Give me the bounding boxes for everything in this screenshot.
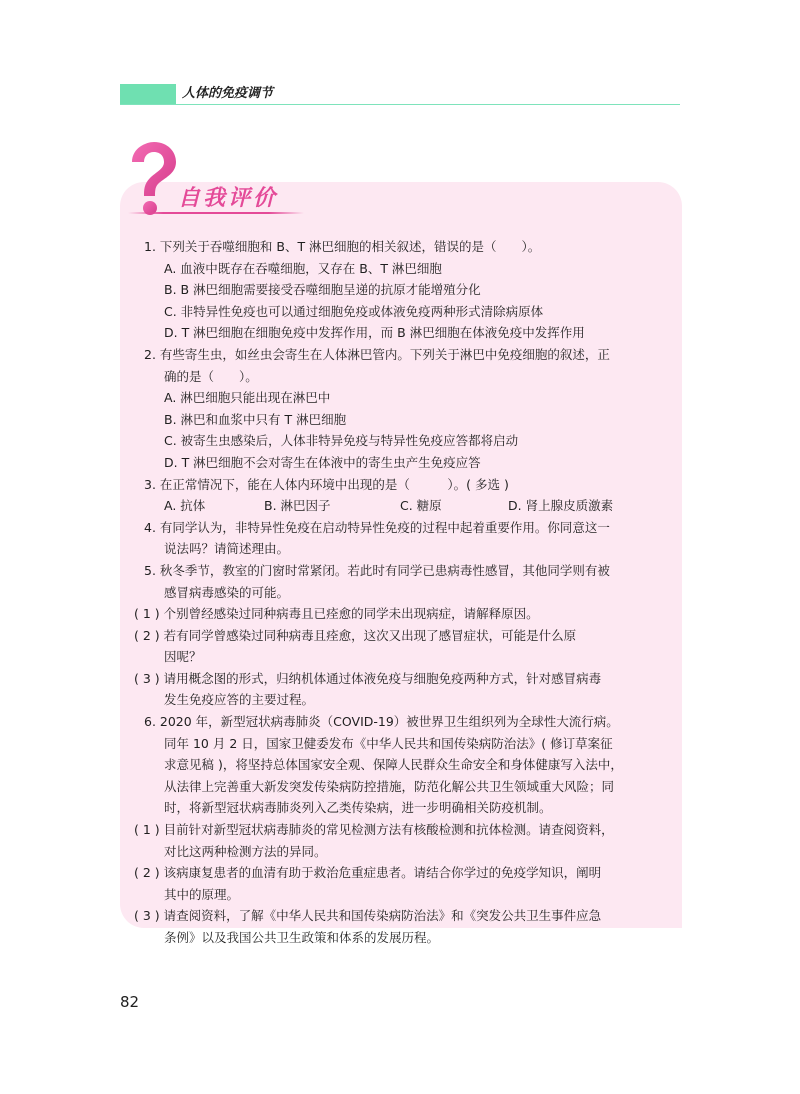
question-2-option-d: D. T 淋巴细胞不会对寄生在体液中的寄生虫产生免疫应答 — [164, 454, 481, 470]
header-divider — [120, 104, 680, 105]
question-3-options — [144, 495, 664, 517]
question-4-stem: 4. 有同学认为，非特异性免疫在启动特异性免疫的过程中起着重要作用。你同意这一 — [144, 519, 610, 535]
question-2-option-c: C. 被寄生虫感染后，人体非特异免疫与特异性免疫应答都将启动 — [164, 433, 519, 449]
question-6-part-1: ( 1 ) 目前针对新型冠状病毒肺炎的常见检测方法有核酸检测和抗体检测。请查阅资料， — [134, 822, 614, 838]
question-3-stem: 3. 在正常情况下，能在人体内环境中出现的是（ ）。( 多选 ) — [144, 476, 509, 492]
question-5-part-1: ( 1 ) 个别曾经感染过同种病毒且已痊愈的同学未出现病症，请解释原因。 — [134, 606, 539, 622]
question-3-option-d: D. 肾上腺皮质激素 — [508, 498, 614, 514]
question-3-option-a: A. 抗体 — [164, 498, 206, 514]
chapter-title: 人体的免疫调节 — [182, 86, 274, 101]
question-1-option-c: C. 非特异性免疫也可以通过细胞免疫或体液免疫两种形式清除病原体 — [164, 303, 544, 319]
question-2-option-b: B. 淋巴和血浆中只有 T 淋巴细胞 — [164, 411, 347, 427]
question-1-option-d: D. T 淋巴细胞在细胞免疫中发挥作用，而 B 淋巴细胞在体液免疫中发挥作用 — [164, 325, 585, 341]
question-6-stem-line-2: 同年 10 月 2 日，国家卫健委发布《中华人民共和国传染病防治法》( 修订草案征 — [164, 735, 613, 751]
question-5-part-2-cont: 因呢？ — [164, 649, 202, 665]
page-number: 82 — [120, 993, 140, 1011]
section-title: 自我评价 — [178, 186, 279, 211]
question-5-stem-cont: 感冒病毒感染的可能。 — [164, 584, 290, 600]
question-1-option-a: A. 血液中既存在吞噬细胞，又存在 B、T 淋巴细胞 — [164, 260, 442, 276]
question-3-option-c: C. 糖原 — [400, 498, 442, 514]
question-5-part-2: ( 2 ) 若有同学曾感染过同种病毒且痊愈，这次又出现了感冒症状，可能是什么原 — [134, 627, 577, 643]
question-5-stem: 5. 秋冬季节，教室的门窗时常紧闭。若此时有同学已患病毒性感冒，其他同学则有被 — [144, 562, 610, 578]
question-6-stem: 6. 2020 年，新型冠状病毒肺炎（COVID-19）被世界卫生组织列为全球性大流行病。 — [144, 714, 619, 730]
question-6-stem-line-4: 从法律上完善重大新发突发传染病防控措施，防范化解公共卫生领域重大风险；同 — [164, 778, 615, 794]
question-6-part-3: ( 3 ) 请查阅资料，了解《中华人民共和国传染病防治法》和《突发公共卫生事件应急 — [134, 908, 602, 924]
question-2-stem-cont: 确的是（ ）。 — [164, 368, 258, 384]
question-mark-icon — [124, 140, 178, 222]
question-2-stem: 2. 有些寄生虫，如丝虫会寄生在人体淋巴管内。下列关于淋巴中免疫细胞的叙述，正 — [144, 346, 610, 362]
question-6-part-3-cont: 条例》以及我国公共卫生政策和体系的发展历程。 — [164, 930, 440, 945]
question-6-stem-line-5: 时，将新型冠状病毒肺炎列入乙类传染病，进一步明确相关防疫机制。 — [164, 800, 552, 816]
question-list — [134, 236, 664, 949]
question-3-option-b: B. 淋巴因子 — [264, 498, 331, 514]
header-color-tab — [120, 84, 176, 104]
question-4-stem-cont: 说法吗？请简述理由。 — [164, 541, 290, 557]
question-6-part-2: ( 2 ) 该病康复患者的血清有助于救治危重症患者。请结合你学过的免疫学知识，阐明 — [134, 865, 602, 881]
question-5-part-3-cont: 发生免疫应答的主要过程。 — [164, 692, 315, 708]
question-1-stem: 1. 下列关于吞噬细胞和 B、T 淋巴细胞的相关叙述，错误的是（ ）。 — [144, 239, 541, 254]
question-6-stem-line-3: 求意见稿 )，将坚持总体国家安全观、保障人民群众生命安全和身体健康写入法中， — [164, 757, 623, 773]
question-5-part-3: ( 3 ) 请用概念图的形式，归纳机体通过体液免疫与细胞免疫两种方式，针对感冒病毒 — [134, 670, 602, 686]
question-2-option-a: A. 淋巴细胞只能出现在淋巴中 — [164, 390, 331, 406]
question-6-part-2-cont: 其中的原理。 — [164, 886, 240, 902]
question-6-part-1-cont: 对比这两种检测方法的异同。 — [164, 843, 327, 859]
question-1-option-b: B. B 淋巴细胞需要接受吞噬细胞呈递的抗原才能增殖分化 — [164, 282, 481, 298]
section-title-underline — [128, 212, 304, 214]
